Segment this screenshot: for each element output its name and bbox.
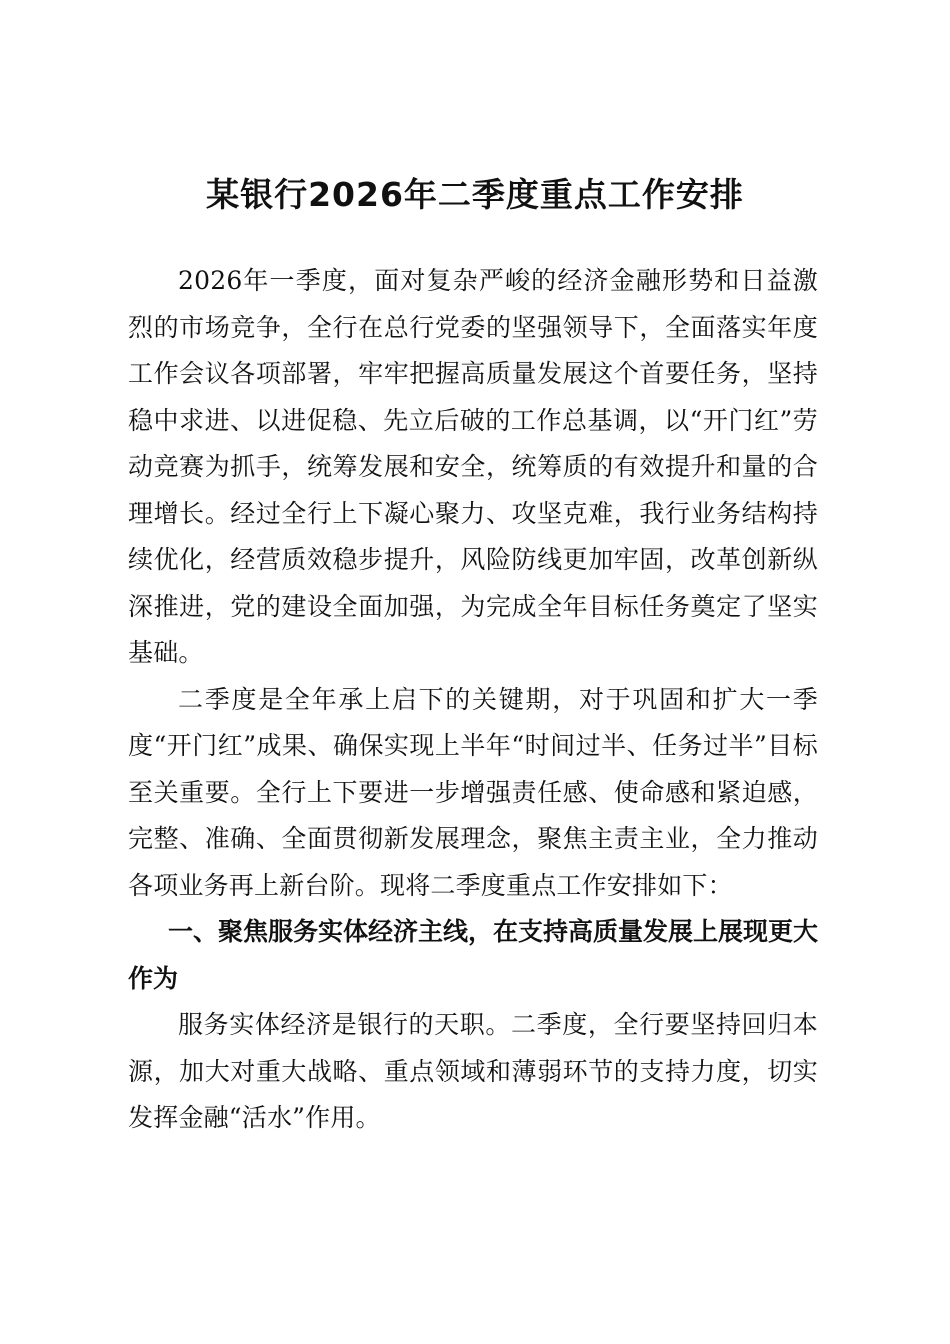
section-1-paragraph: 服务实体经济是银行的天职。二季度，全行要坚持回归本源，加大对重大战略、重点领域和薄弱环节的支持力度，切实发挥金融“活水”作用。 bbox=[128, 1010, 818, 1132]
q2-overview-paragraph: 二季度是全年承上启下的关键期，对于巩固和扩大一季度“开门红”成果、确保实现上半年“时间过半、任务过半”目标至关重要。全行上下要进一步增强责任感、使命感和紧迫感，完整、准确、全面贯彻新发展理念，聚焦主责主业，全力推动各项业务再上新台阶。现将二季度重点工作安排如下： bbox=[128, 684, 818, 900]
section-1-heading: 一、聚焦服务实体经济主线，在支持高质量发展上展现更大作为 bbox=[128, 917, 819, 993]
intro-paragraph: 2026年一季度，面对复杂严峻的经济金融形势和日益激烈的市场竞争，全行在总行党委的坚强领导下，全面落实年度工作会议各项部署，牢牢把握高质量发展这个首要任务，坚持稳中求进、以进促稳、先立后破的工作总基调，以“开门红”劳动竞赛为抓手，统筹发展和安全，统筹质的有效提升和量的合理增长。经过全行上下凝心聚力、攻坚克难，我行业务结构持续优化，经营质效稳步提升，风险防线更加牢固，改革创新纵深推进，党的建设全面加强，为完成全年目标任务奠定了坚实基础。 bbox=[128, 266, 818, 667]
document-title: 某银行2026年二季度重点工作安排 bbox=[206, 175, 744, 214]
document-body bbox=[128, 258, 818, 1142]
